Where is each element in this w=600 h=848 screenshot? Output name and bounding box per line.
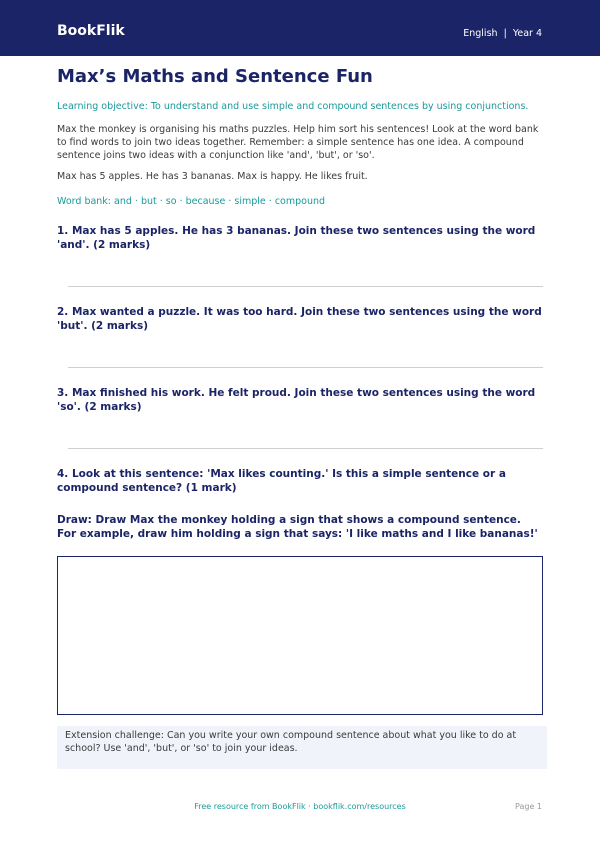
page-number: Page 1 <box>515 802 542 811</box>
learning-objective: Learning objective: To understand and use simple and compound sentences by using conjunctions. <box>57 101 529 112</box>
header-bar <box>0 0 600 56</box>
word-bank: Word bank: and · but · so · because · simple · compound <box>57 196 326 207</box>
facts-paragraph: Max has 5 apples. He has 3 bananas. Max is happy. He likes fruit. <box>57 171 368 182</box>
footer-source[interactable]: Free resource from BookFlik · bookflik.com/resources <box>194 802 406 811</box>
answer-line-1[interactable] <box>68 286 543 287</box>
answer-line-2[interactable] <box>68 367 543 368</box>
answer-line-3[interactable] <box>68 448 543 449</box>
page-title: Max’s Maths and Sentence Fun <box>57 66 373 87</box>
question-1: 1. Max has 5 apples. He has 3 bananas. Join these two sentences using the word 'and'. (2 marks) <box>57 225 536 251</box>
draw-prompt: Draw: Draw Max the monkey holding a sign that shows a compound sentence. For example, draw him holding a sign that says: 'I like maths and I like bananas!' <box>57 514 538 540</box>
worksheet-content <box>57 66 543 769</box>
intro-paragraph: Max the monkey is organising his maths puzzles. Help him sort his sentences! Look at the word bank to find words to join two ideas together. Remember: a simple sentence has one idea. A compound sentence joins two ideas with a conjunction like 'and', 'but', or 'so'. <box>57 124 539 161</box>
question-4: 4. Look at this sentence: 'Max likes counting.' Is this a simple sentence or a compound sentence? (1 mark) <box>57 468 506 494</box>
brand-logo-text[interactable]: BookFlik <box>57 23 125 39</box>
question-2: 2. Max wanted a puzzle. It was too hard. Join these two sentences using the word 'but'. (2 marks) <box>57 306 542 332</box>
subject-year-label: English | Year 4 <box>463 28 542 39</box>
drawing-box[interactable] <box>57 556 543 715</box>
question-3: 3. Max finished his work. He felt proud. Join these two sentences using the word 'so'. (2 marks) <box>57 387 536 413</box>
extension-challenge: Extension challenge: Can you write your own compound sentence about what you like to do at school? Use 'and', 'but', or 'so' to join your ideas. <box>57 726 547 769</box>
